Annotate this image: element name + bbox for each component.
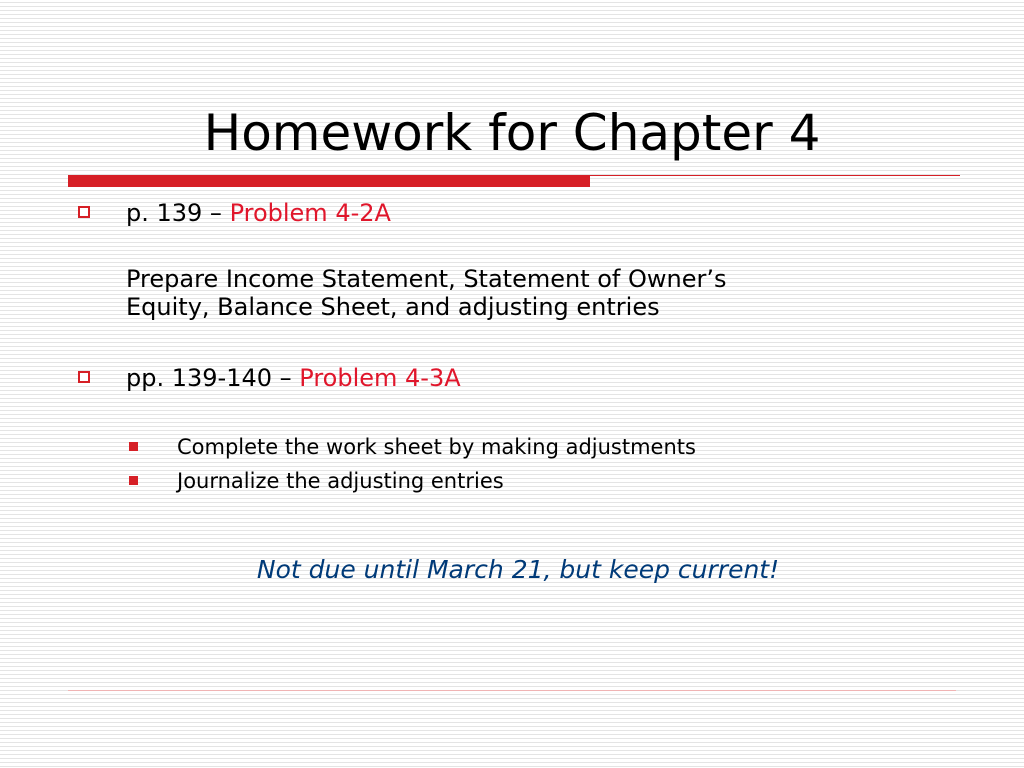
problem-link-text: Problem 4-3A — [299, 364, 461, 392]
hollow-square-bullet-icon — [78, 371, 90, 383]
footer-rule — [68, 690, 956, 691]
title-underline-thick — [68, 175, 590, 187]
filled-square-bullet-icon — [129, 476, 138, 485]
item-prefix: pp. 139-140 – — [126, 364, 300, 392]
filled-square-bullet-icon — [129, 442, 138, 451]
sub-list-item: Complete the work sheet by making adjustments — [177, 435, 696, 459]
item-description-line: Prepare Income Statement, Statement of Owner’s — [126, 265, 727, 293]
title-underline-thin — [590, 175, 960, 176]
sub-list-item: Journalize the adjusting entries — [177, 469, 504, 493]
slide-title: Homework for Chapter 4 — [203, 104, 821, 162]
list-item — [126, 198, 391, 228]
due-date-note: Not due until March 21, but keep current! — [256, 555, 780, 584]
list-item — [126, 363, 461, 393]
problem-link-text: Problem 4-2A — [229, 199, 391, 227]
item-prefix: p. 139 – — [126, 199, 230, 227]
item-description-line: Equity, Balance Sheet, and adjusting entries — [126, 293, 660, 321]
hollow-square-bullet-icon — [78, 206, 90, 218]
